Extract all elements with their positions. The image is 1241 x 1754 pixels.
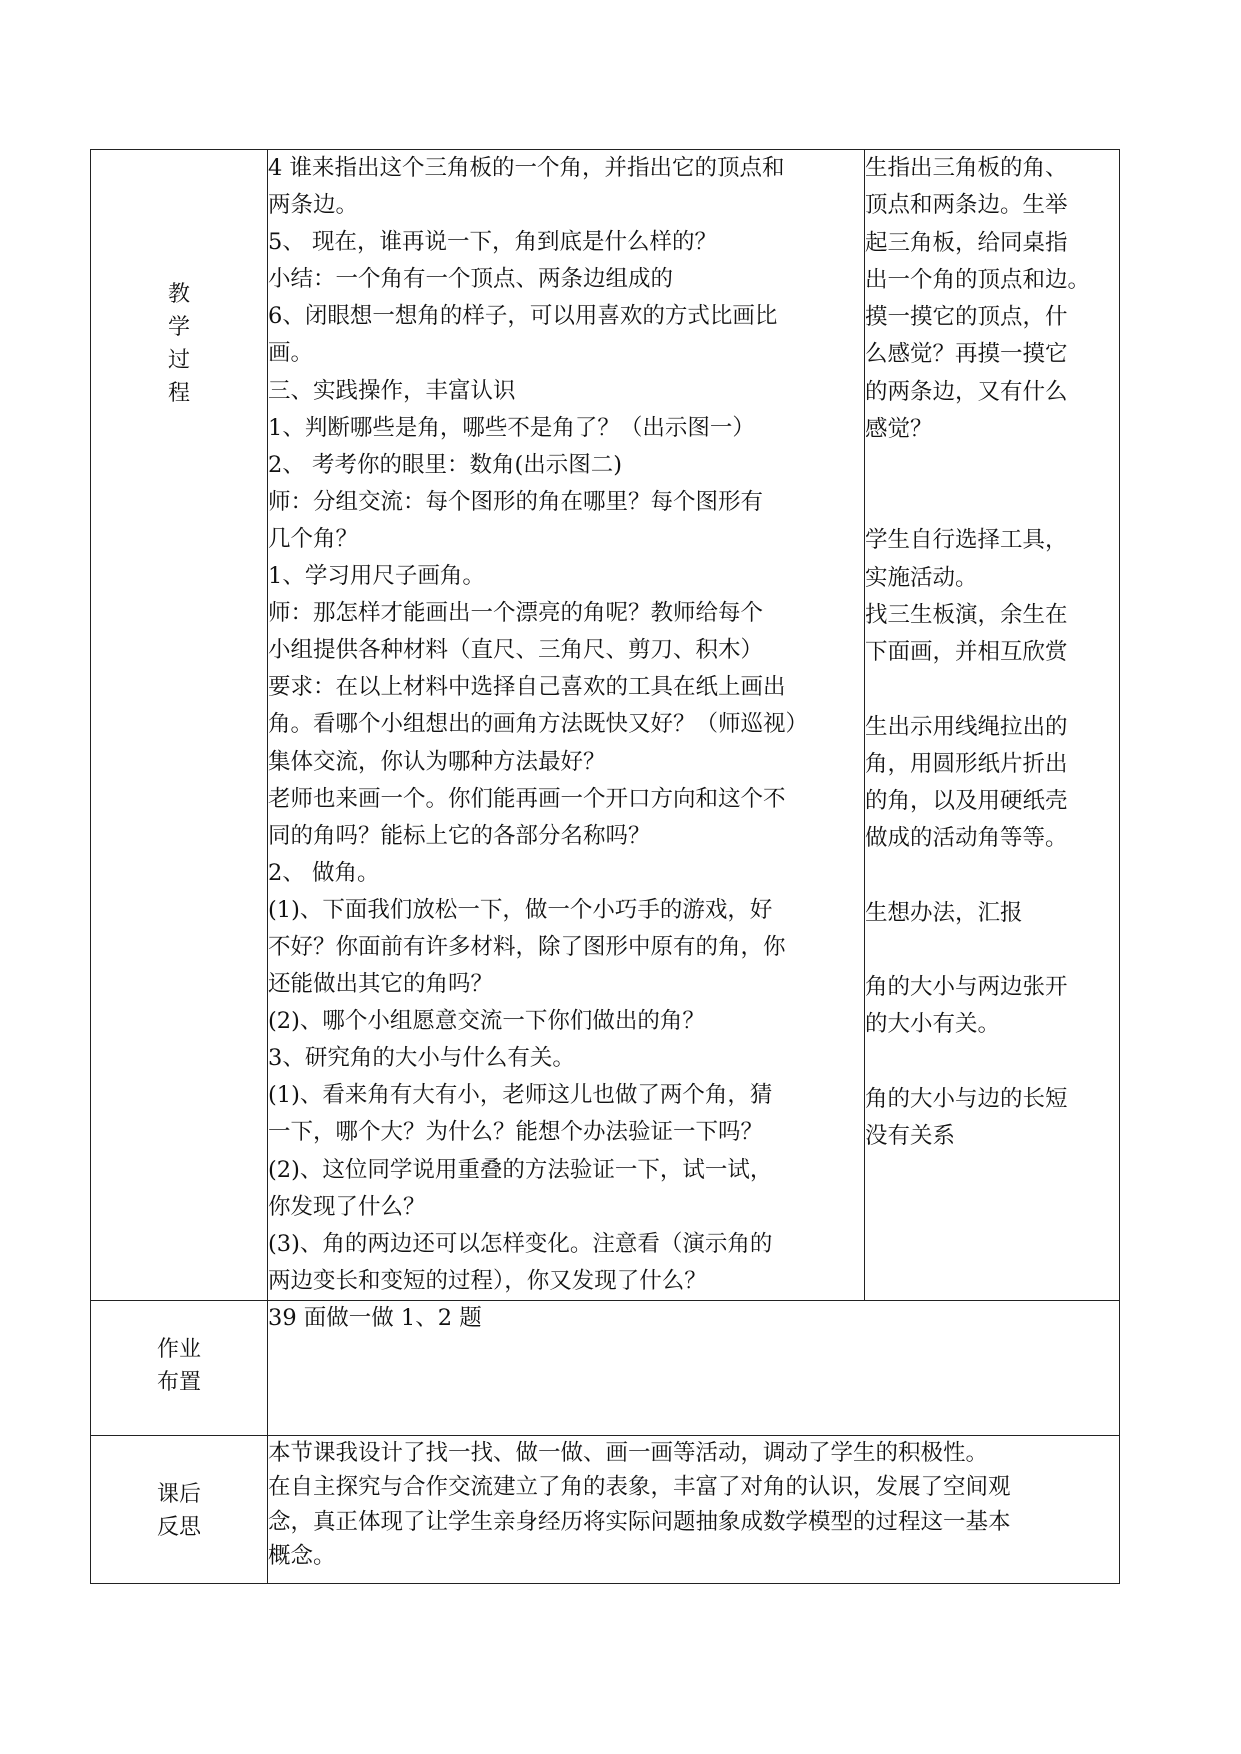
lesson-plan-sheet: [90, 149, 1119, 1584]
label-char: 过: [167, 348, 190, 373]
teacher-line: 同的角吗？能标上它的各部分名称吗？: [268, 822, 651, 849]
teacher-line: (2)、哪个小组愿意交流一下你们做出的角？: [268, 1008, 705, 1035]
student-line: 的大小有关。: [865, 1011, 1001, 1038]
teacher-line: 三、实践操作，丰富认识: [268, 377, 516, 404]
spacer: [865, 858, 1119, 895]
teacher-line: 1、学习用尺子画角。: [268, 563, 485, 590]
teacher-line: 角。看哪个小组想出的画角方法既快又好？（师巡视）: [268, 711, 809, 738]
label-line: 作业: [156, 1336, 201, 1362]
spacer: [865, 672, 1119, 709]
spacer: [865, 485, 1119, 522]
student-line: 的两条边，又有什么: [865, 378, 1068, 405]
teacher-line: (1)、下面我们放松一下，做一个小巧手的游戏，好: [268, 896, 773, 923]
label-line: 反思: [156, 1514, 201, 1540]
student-line: 生指出三角板的角、: [865, 155, 1068, 181]
student-line: 没有关系: [865, 1122, 956, 1149]
student-line: 生出示用线绳拉出的: [865, 713, 1068, 740]
student-line: 角，用圆形纸片折出: [865, 750, 1068, 777]
student-activity-cell: [865, 150, 1120, 1301]
teacher-line: 4 谁来指出这个三角板的一个角，并指出它的顶点和: [268, 155, 785, 181]
teacher-line: (2)、这位同学说用重叠的方法验证一下，试一试，: [268, 1156, 773, 1183]
teacher-line: 几个角？: [268, 525, 359, 552]
reflection-line: 念，真正体现了让学生亲身经历将实际问题抽象成数学模型的过程这一基本: [268, 1508, 1011, 1535]
reflection-label: [91, 1435, 268, 1583]
student-line: 做成的活动角等等。: [865, 825, 1068, 852]
student-line: 么感觉？再摸一摸它: [865, 341, 1068, 368]
reflection-line: 本节课我设计了找一找、做一做、画一画等活动，调动了学生的积极性。: [268, 1439, 989, 1466]
student-line: 的角，以及用硬纸壳: [865, 788, 1068, 815]
teacher-line: 2、 考考你的眼里：数角(出示图二): [268, 451, 623, 478]
lesson-plan-table: [90, 149, 1120, 1584]
reflection-content: [268, 1435, 1120, 1583]
homework-content: [268, 1300, 1120, 1435]
spacer: [865, 932, 1119, 969]
homework-label: [91, 1300, 268, 1435]
reflection-row: [91, 1435, 1120, 1583]
teacher-line: 画。: [268, 340, 314, 367]
teacher-line: 小结：一个角有一个顶点、两条边组成的: [268, 266, 674, 293]
teacher-line: 3、研究角的大小与什么有关。: [268, 1045, 575, 1072]
teacher-activity-cell: [268, 150, 865, 1301]
student-line: 角的大小与两边张开: [865, 974, 1068, 1001]
teaching-process-row: [91, 150, 1120, 1301]
teacher-line: 一下，哪个大？为什么？能想个办法验证一下吗？: [268, 1119, 764, 1146]
reflection-line: 在自主探究与合作交流建立了角的表象，丰富了对角的认识，发展了空间观: [268, 1474, 1011, 1501]
spacer: [865, 1044, 1119, 1081]
teacher-line: 要求：在以上材料中选择自己喜欢的工具在纸上画出: [268, 674, 786, 701]
student-line: 角的大小与边的长短: [865, 1085, 1068, 1112]
teacher-line: 集体交流，你认为哪种方法最好？: [268, 748, 606, 775]
teaching-process-label: [91, 150, 268, 1301]
teacher-line: 师：分组交流：每个图形的角在哪里？每个图形有: [268, 488, 764, 515]
student-line: 学生自行选择工具，: [865, 527, 1068, 554]
teacher-line: (1)、看来角有大有小，老师这儿也做了两个角，猜: [268, 1082, 773, 1109]
student-line: 下面画，并相互欣赏: [865, 639, 1068, 666]
teacher-line: 2、 做角。: [268, 859, 380, 886]
student-line: 找三生板演，余生在: [865, 601, 1068, 628]
label-char: 教: [167, 282, 190, 307]
teacher-line: 两条边。: [268, 192, 359, 219]
label-line: 课后: [156, 1481, 201, 1507]
teacher-line: 不好？你面前有许多材料，除了图形中原有的角，你: [268, 933, 786, 960]
teacher-line: 6、闭眼想一想角的样子，可以用喜欢的方式比画比: [268, 303, 778, 330]
teacher-line: 两边变长和变短的过程），你又发现了什么？: [268, 1267, 707, 1294]
student-line: 出一个角的顶点和边。: [865, 266, 1091, 293]
teacher-line: 老师也来画一个。你们能再画一个开口方向和这个不: [268, 785, 786, 812]
label-line: 布置: [156, 1369, 201, 1395]
student-line: 生想办法，汇报: [865, 899, 1023, 926]
student-line: 顶点和两条边。生举: [865, 192, 1068, 219]
label-char: 程: [167, 381, 190, 406]
homework-row: [91, 1300, 1120, 1435]
student-line: 感觉？: [865, 416, 933, 443]
label-char: 学: [167, 315, 190, 340]
student-line: 起三角板，给同桌指: [865, 229, 1068, 256]
reflection-line: 概念。: [268, 1543, 336, 1570]
teacher-line: 师：那怎样才能画出一个漂亮的角呢？教师给每个: [268, 600, 764, 627]
teacher-line: (3)、角的两边还可以怎样变化。注意看（演示角的: [268, 1230, 773, 1257]
student-line: 摸一摸它的顶点，什: [865, 304, 1068, 331]
homework-text: 39 面做一做 1、2 题: [268, 1304, 482, 1331]
teacher-line: 你发现了什么？: [268, 1193, 426, 1220]
teacher-line: 小组提供各种材料（直尺、三角尺、剪刀、积木）: [268, 637, 764, 664]
teacher-line: 5、 现在，谁再说一下，角到底是什么样的？: [268, 229, 717, 256]
teacher-line: 1、判断哪些是角，哪些不是角了？（出示图一）: [268, 414, 755, 441]
teacher-line: 还能做出其它的角吗？: [268, 971, 494, 998]
student-line: 实施活动。: [865, 564, 978, 591]
spacer: [865, 448, 1119, 485]
